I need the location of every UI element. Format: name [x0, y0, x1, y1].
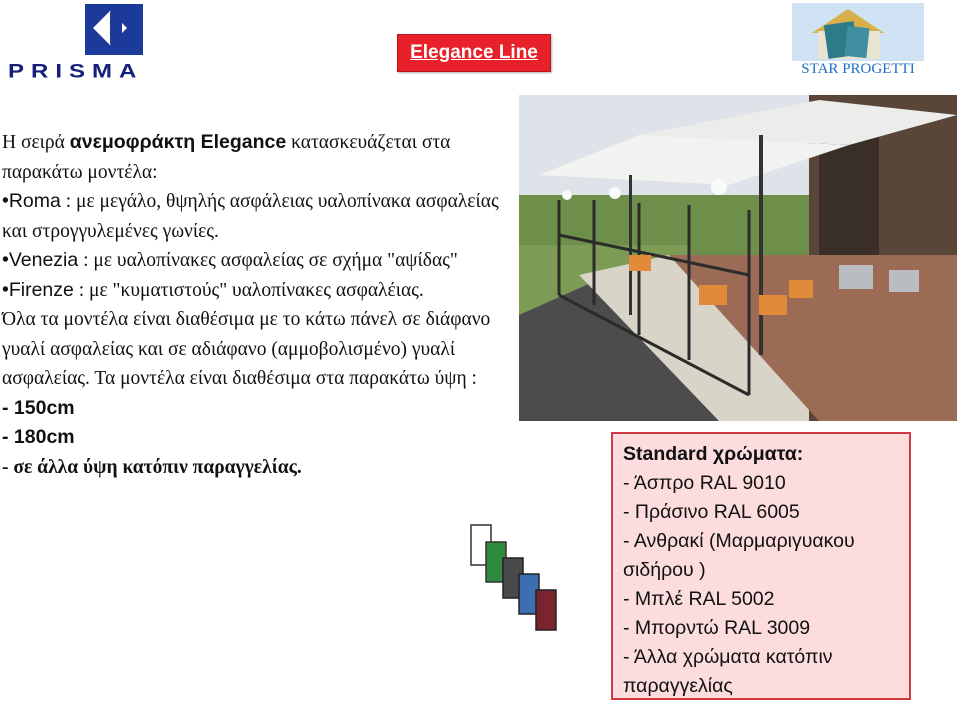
model-desc: : με "κυματιστούς" υαλοπίνακες ασφαλέιας. — [73, 279, 424, 301]
color-item: - Πράσινο RAL 6005 — [623, 501, 800, 523]
model-roma — [2, 187, 502, 246]
intro-suffix: κατασκευάζεται στα παρακάτω μοντέλα: — [2, 132, 451, 183]
height-150: - 150cm — [2, 396, 75, 419]
model-name: Roma — [8, 190, 61, 212]
intro-bold: ανεμοφράκτη Elegance — [69, 131, 287, 153]
model-name: Venezia — [8, 249, 79, 271]
intro-prefix: Η σειρά — [2, 132, 70, 153]
intro-paragraph — [2, 128, 502, 187]
colors-title: Standard χρώματα: — [623, 443, 804, 465]
height-note: - σε άλλα ύψη κατόπιν παραγγελίας. — [2, 456, 302, 478]
color-item: - Άλλα χρώματα κατόπιν — [623, 646, 833, 668]
color-item: παραγγελίας — [623, 675, 733, 697]
model-desc: : με μεγάλο, θψηλής ασφάλειας υαλοπίνακα ασφαλείας και στρογγυλεμένες γωνίες. — [2, 191, 499, 242]
standard-colors-box — [611, 432, 911, 700]
availability-paragraph: Όλα τα μοντέλα είναι διαθέσιμα με το κάτω πάνελ σε διάφανο γυαλί ασφαλείας και σε αδιάφανο (αμμοβολισμένο) γυαλί ασφαλείας. Τα μοντέλα είναι διαθέσιμα στα παρακάτω ύψη : — [2, 309, 491, 389]
color-swatches — [468, 520, 568, 635]
title-badge: Elegance Line — [397, 34, 551, 72]
model-desc: : με υαλοπίνακες ασφαλείας σε σχήμα "αψίδας" — [78, 250, 458, 271]
prisma-logo-wordmark: PRISMA — [8, 60, 144, 83]
height-180: - 180cm — [2, 426, 75, 448]
bullet: • — [2, 250, 9, 271]
color-item: - Μπλέ RAL 5002 — [623, 588, 775, 610]
bullet: • — [2, 279, 9, 301]
main-description — [2, 128, 502, 482]
swatch-bordeaux — [536, 590, 556, 630]
star-progetti-wordmark: STAR PROGETTI — [801, 61, 915, 77]
terrace-photo — [519, 95, 957, 421]
bullet: • — [2, 191, 9, 212]
model-venezia — [2, 246, 502, 276]
color-item: - Ανθρακί (Μαρμαριγυακου — [623, 530, 855, 552]
prisma-logo — [6, 2, 196, 86]
color-item: σιδήρου ) — [623, 559, 706, 581]
model-firenze — [2, 276, 502, 306]
color-item: - Μπορντώ RAL 3009 — [623, 617, 811, 639]
color-item: - Άσπρο RAL 9010 — [623, 472, 786, 494]
star-progetti-logo — [792, 3, 924, 83]
model-name: Firenze — [8, 278, 74, 301]
